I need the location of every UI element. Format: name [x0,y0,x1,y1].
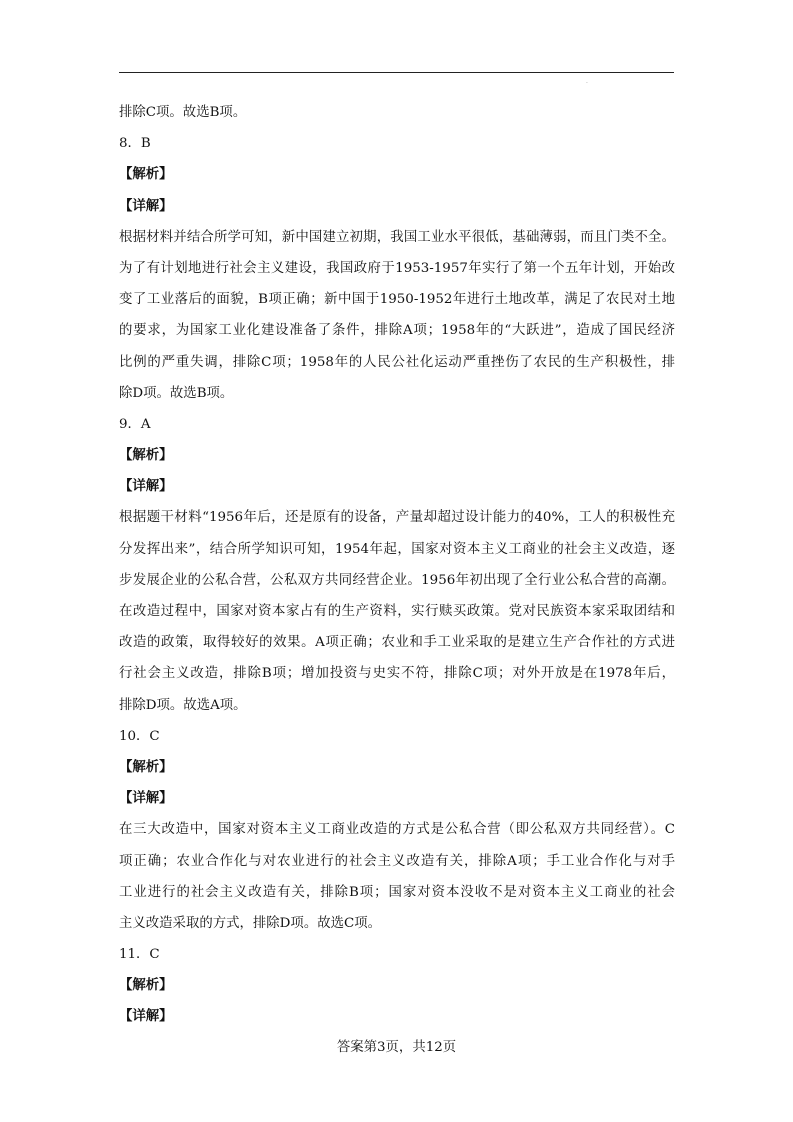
answer-heading: 9．A [119,416,151,432]
document-body [119,97,675,1033]
paragraph-line: 排除C项。故选B项。 [119,105,247,120]
paragraph-line: 主义改造采取的方式，排除D项。故选C项。 [119,915,382,931]
paragraph-line: 分发挥出来”，结合所学知识可知，1954年起，国家对资本主义工商业的社会主义改造，逐 [119,541,675,557]
section-label: 【详解】 [119,1008,173,1025]
paragraph-line: 项正确；农业合作化与对农业进行的社会主义改造有关，排除A项；手工业合作化与对手 [119,853,675,869]
paragraph-line: 改造的政策，取得较好的效果。A项正确；农业和手工业采取的是建立生产合作社的方式进 [119,635,675,651]
section-label: 【详解】 [119,790,173,807]
paragraph-line: 步发展企业的公私合营，公私双方共同经营企业。1956年初出现了全行业公私合营的高潮。 [119,572,675,588]
paragraph-line: 的要求，为国家工业化建设准备了条件，排除A项；1958年的“大跃进”，造成了国民经济 [119,323,675,339]
section-label: 【解析】 [119,758,173,775]
section-label: 【解析】 [119,166,173,183]
section-label: 【详解】 [119,478,173,495]
paragraph-line: 比例的严重失调，排除C项；1958年的人民公社化运动严重挫伤了农民的生产积极性，排 [119,354,675,370]
page-footer: 答案第3页，共12页 [336,1040,457,1055]
paragraph-line: 在改造过程中，国家对资本家占有的生产资料，实行赎买政策。党对民族资本家采取团结和 [119,604,675,619]
header-mark: · [586,80,588,87]
section-label: 【详解】 [119,197,173,214]
paragraph-line: 为了有计划地进行社会主义建设，我国政府于1953-1957年实行了第一个五年计划，开始改 [119,260,675,276]
paragraph-line: 工业进行的社会主义改造有关，排除B项；国家对资本没收不是对资本主义工商业的社会 [119,884,675,900]
header-rule [119,72,674,73]
answer-heading: 11．C [119,947,160,963]
paragraph-line: 变了工业落后的面貌，B项正确；新中国于1950-1952年进行土地改革，满足了农民对土地 [119,292,675,308]
section-label: 【解析】 [119,447,173,464]
paragraph-line: 除D项。故选B项。 [119,385,234,401]
paragraph-line: 在三大改造中，国家对资本主义工商业改造的方式是公私合营（即公私双方共同经营）。C [119,822,675,838]
paragraph-line: 根据材料并结合所学可知，新中国建立初期，我国工业水平很低，基础薄弱，而且门类不全。 [119,229,675,245]
section-label: 【解析】 [119,977,173,994]
answer-heading: 8．B [119,136,151,152]
answer-heading: 10．C [119,728,160,744]
paragraph-line: 排除D项。故选A项。 [119,697,247,713]
paragraph-line: 根据题干材料“1956年后，还是原有的设备，产量却超过设计能力的40%，工人的积极性充 [119,510,675,526]
paragraph-line: 行社会主义改造，排除B项；增加投资与史实不符，排除C项；对外开放是在1978年后， [119,666,675,682]
